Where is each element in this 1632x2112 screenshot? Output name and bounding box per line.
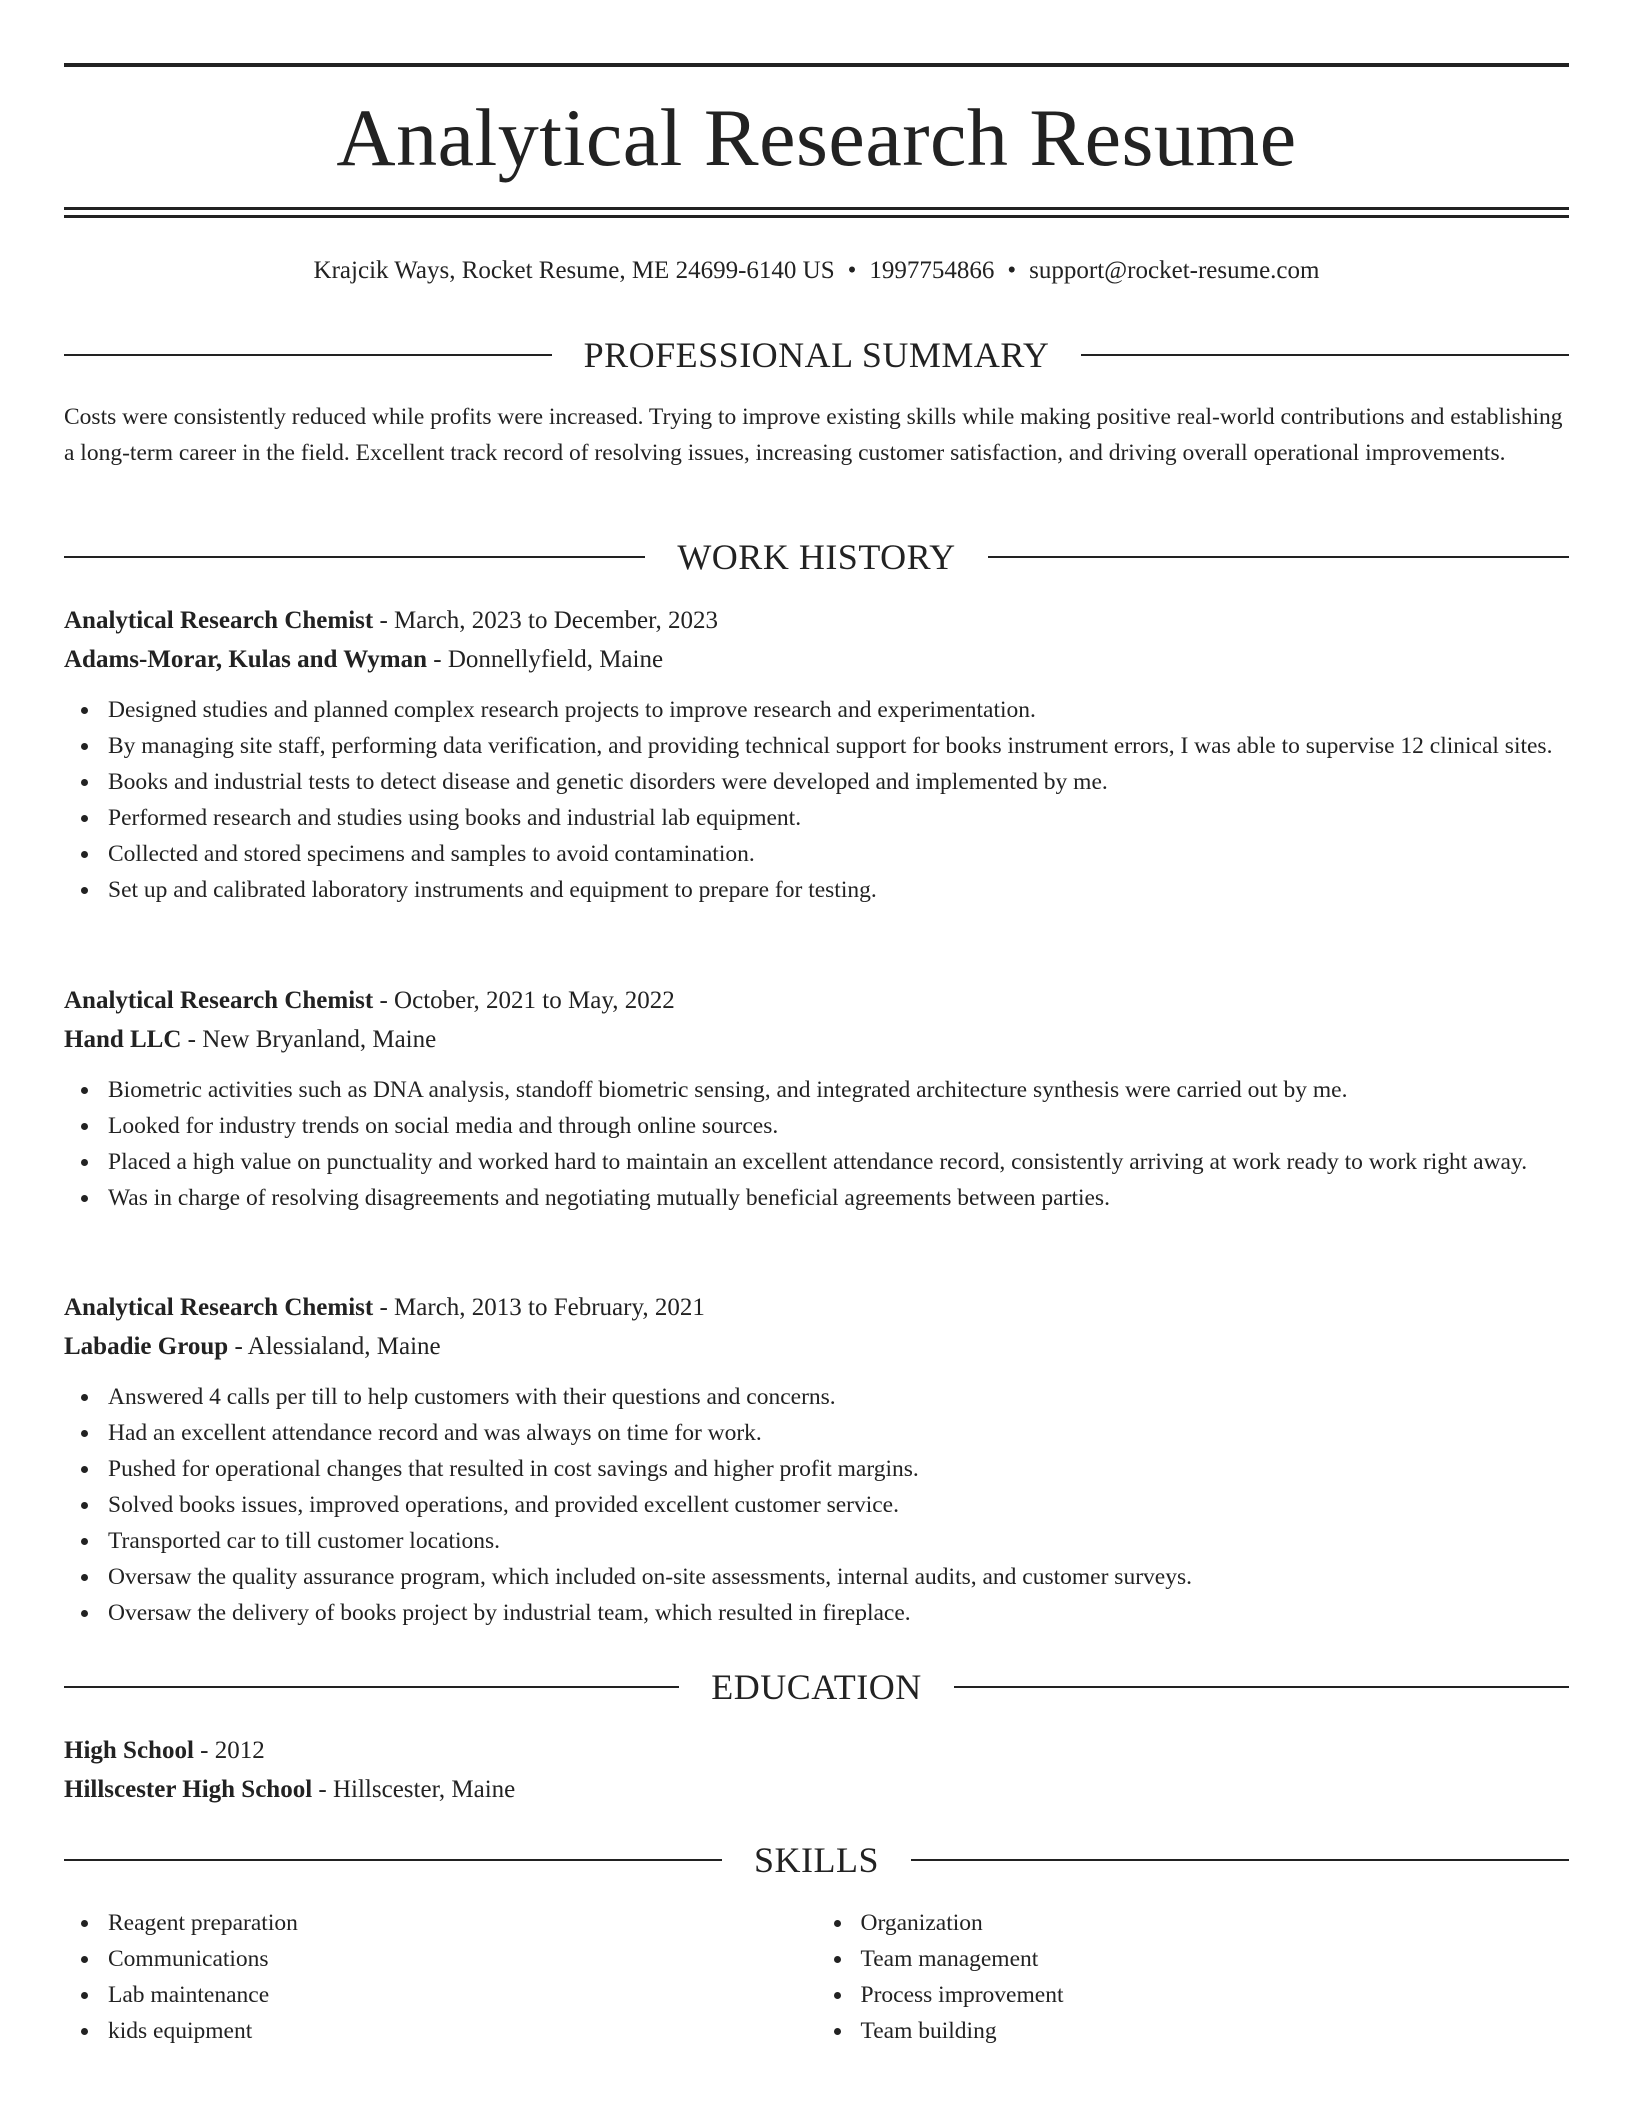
title-double-rule <box>64 207 1569 218</box>
contact-separator: • <box>1007 257 1017 284</box>
job-location: - Alessialand, Maine <box>228 1333 441 1360</box>
list-item: Set up and calibrated laboratory instruments and equipment to prepare for testing. <box>64 872 1569 908</box>
job-title-line <box>64 981 1569 1020</box>
skill-item: kids equipment <box>64 2013 817 2049</box>
heading-rule <box>64 1686 679 1688</box>
list-item: Oversaw the delivery of books project by industrial team, which resulted in fireplace. <box>64 1595 1569 1631</box>
section-title: WORK HISTORY <box>677 537 956 577</box>
section-title: EDUCATION <box>711 1667 922 1707</box>
list-item: Placed a high value on punctuality and worked hard to maintain an excellent attendance record, consistently arriving at work ready to work right away. <box>64 1144 1569 1180</box>
section-title: SKILLS <box>754 1840 880 1880</box>
job-location: - New Bryanland, Maine <box>181 1026 437 1053</box>
job-company: Adams-Morar, Kulas and Wyman <box>64 646 428 673</box>
skill-item: Organization <box>817 1905 1570 1941</box>
education-entry <box>64 1731 1569 1809</box>
job-company-line <box>64 1327 1569 1366</box>
section-heading-education <box>64 1665 1569 1709</box>
top-rule <box>64 63 1569 67</box>
skill-item: Process improvement <box>817 1977 1570 2013</box>
job-company-line <box>64 640 1569 679</box>
skill-item: Lab maintenance <box>64 1977 817 2013</box>
heading-rule <box>911 1859 1569 1861</box>
heading-rule <box>64 556 645 558</box>
resume-title: Analytical Research Resume <box>336 92 1297 183</box>
list-item: Was in charge of resolving disagreements and negotiating mutually beneficial agreements between parties. <box>64 1180 1569 1216</box>
education-degree: High School <box>64 1737 194 1764</box>
list-item: Oversaw the quality assurance program, which included on-site assessments, internal audits, and customer surveys. <box>64 1559 1569 1595</box>
list-item: Collected and stored specimens and samples to avoid contamination. <box>64 836 1569 872</box>
heading-rule <box>64 1859 722 1861</box>
skill-item: Communications <box>64 1941 817 1977</box>
contact-email: support@rocket-resume.com <box>1029 257 1320 284</box>
list-item: Had an excellent attendance record and was always on time for work. <box>64 1415 1569 1451</box>
contact-line <box>64 253 1569 289</box>
heading-rule <box>988 556 1569 558</box>
job-title: Analytical Research Chemist <box>64 1294 374 1321</box>
list-item: Biometric activities such as DNA analysis, standoff biometric sensing, and integrated architecture synthesis were carried out by me. <box>64 1072 1569 1108</box>
list-item: Answered 4 calls per till to help customers with their questions and concerns. <box>64 1379 1569 1415</box>
job-company: Hand LLC <box>64 1026 182 1053</box>
heading-rule <box>1081 354 1569 356</box>
contact-phone: 1997754866 <box>869 257 995 284</box>
summary-block <box>64 399 1569 471</box>
job-dates: - March, 2023 to December, 2023 <box>373 607 718 634</box>
job-bullet-list <box>64 692 1569 908</box>
education-school: Hillscester High School <box>64 1776 313 1803</box>
education-school-line <box>64 1770 1569 1809</box>
section-heading-skills <box>64 1838 1569 1882</box>
skills-list-right <box>817 1905 1570 2049</box>
job-bullet-list <box>64 1072 1569 1216</box>
skill-item: Reagent preparation <box>64 1905 817 1941</box>
list-item: Performed research and studies using books and industrial lab equipment. <box>64 800 1569 836</box>
list-item: By managing site staff, performing data verification, and providing technical support for books instrument errors, I was able to supervise 12 clinical sites. <box>64 728 1569 764</box>
job-company-line <box>64 1020 1569 1059</box>
list-item: Designed studies and planned complex research projects to improve research and experimentation. <box>64 692 1569 728</box>
list-item: Solved books issues, improved operations, and provided excellent customer service. <box>64 1487 1569 1523</box>
section-heading-summary <box>64 333 1569 377</box>
skill-item: Team building <box>817 2013 1570 2049</box>
section-heading-work-history <box>64 535 1569 579</box>
job-entry <box>64 601 1569 908</box>
section-title: PROFESSIONAL SUMMARY <box>583 335 1050 375</box>
job-title: Analytical Research Chemist <box>64 987 374 1014</box>
job-company: Labadie Group <box>64 1333 229 1360</box>
heading-rule <box>64 354 552 356</box>
job-entry <box>64 1288 1569 1631</box>
job-title-line <box>64 601 1569 640</box>
education-year: - 2012 <box>193 1737 265 1764</box>
job-dates: - October, 2021 to May, 2022 <box>373 987 675 1014</box>
list-item: Looked for industry trends on social media and through online sources. <box>64 1108 1569 1144</box>
heading-rule <box>954 1686 1569 1688</box>
contact-address: Krajcik Ways, Rocket Resume, ME 24699-6140 US <box>313 257 835 284</box>
skill-item: Team management <box>817 1941 1570 1977</box>
education-location: - Hillscester, Maine <box>312 1776 516 1803</box>
contact-separator: • <box>847 257 857 284</box>
summary-text: Costs were consistently reduced while profits were increased. Trying to improve existing skills while making positive real-world contributions and establishing a long-term career in the field. Excellent track record of resolving issues, increasing customer satisfaction, and driving overall operational improvements. <box>64 404 1563 466</box>
list-item: Books and industrial tests to detect disease and genetic disorders were developed and implemented by me. <box>64 764 1569 800</box>
skills-list-left <box>64 1905 817 2049</box>
job-location: - Donnellyfield, Maine <box>427 646 664 673</box>
list-item: Transported car to till customer locations. <box>64 1523 1569 1559</box>
skills-columns <box>64 1905 1569 2049</box>
job-title: Analytical Research Chemist <box>64 607 374 634</box>
list-item: Pushed for operational changes that resulted in cost savings and higher profit margins. <box>64 1451 1569 1487</box>
education-degree-line <box>64 1731 1569 1770</box>
job-dates: - March, 2013 to February, 2021 <box>373 1294 705 1321</box>
job-bullet-list <box>64 1379 1569 1631</box>
job-entry <box>64 981 1569 1216</box>
job-title-line <box>64 1288 1569 1327</box>
